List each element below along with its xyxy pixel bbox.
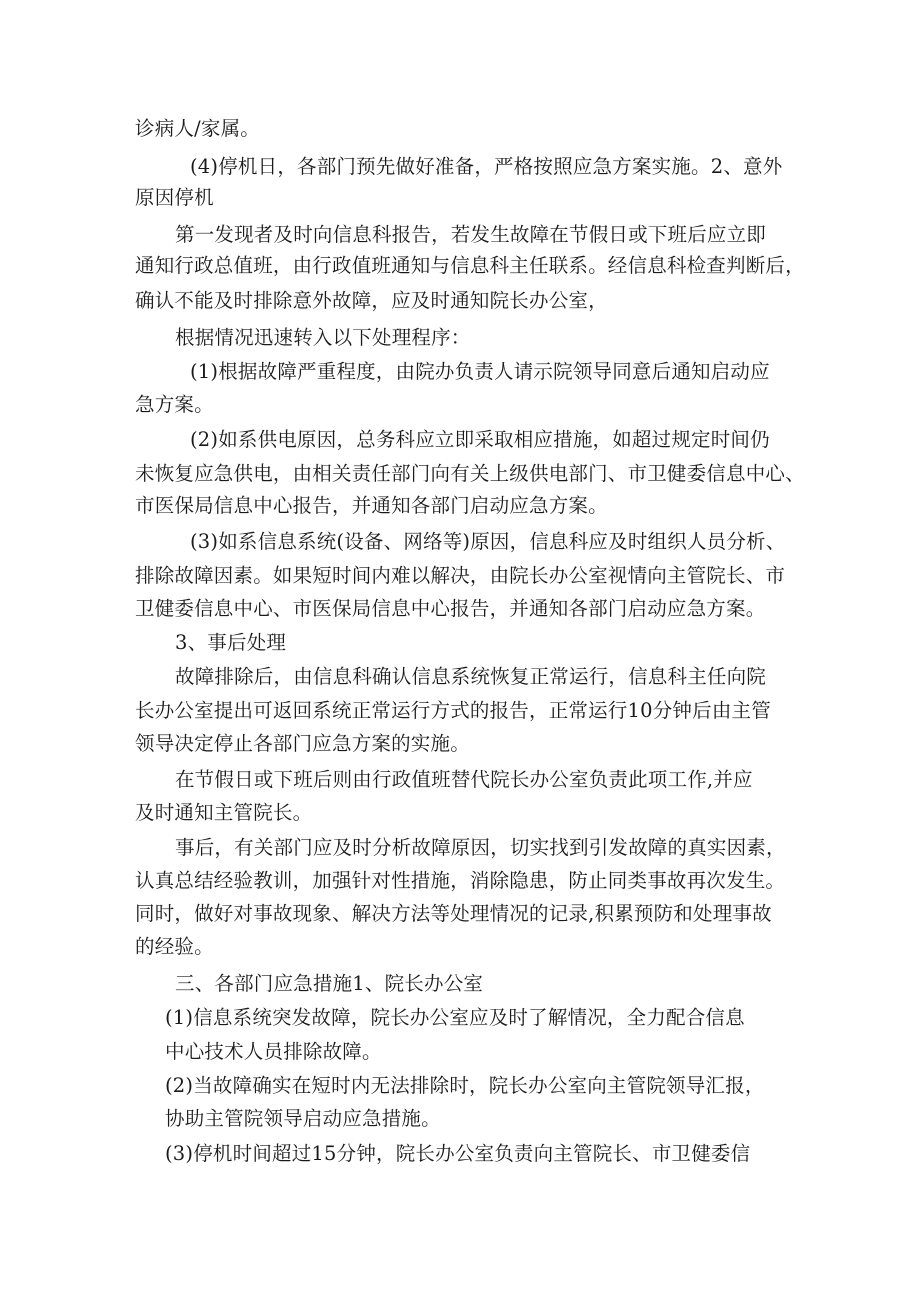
text-line: (1)根据故障严重程度，由院办负责人请示院领导同意后通知启动应 xyxy=(190,360,770,383)
text-line: 中心技术人员排除故障。 xyxy=(165,1040,382,1063)
text-line: (3)停机时间超过15分钟，院长办公室负责向主管院长、市卫健委信 xyxy=(165,1142,751,1165)
text-line: 的经验。 xyxy=(135,935,214,958)
text-line: 在节假日或下班后则由行政值班替代院长办公室负责此项工作,并应 xyxy=(175,768,753,791)
text-line: 认真总结经验教训，加强针对性措施，消除隐患，防止同类事故再次发生。 xyxy=(135,869,786,892)
text-line: 根据情况迅速转入以下处理程序： xyxy=(175,326,471,349)
text-line: 市医保局信息中心报告，并通知各部门启动应急方案。 xyxy=(135,494,608,517)
text-line: 长办公室提出可返回系统正常运行方式的报告，正常运行10分钟后由主管 xyxy=(135,699,771,722)
text-line: 原因停机 xyxy=(135,186,214,209)
text-line: 故障排除后，由信息科确认信息系统恢复正常运行，信息科主任向院 xyxy=(175,665,767,688)
text-line: (2)当故障确实在短时内无法排除时，院长办公室向主管院领导汇报， xyxy=(165,1074,765,1097)
text-line: 通知行政总值班，由行政值班通知与信息科主任联系。经信息科检查判断后， xyxy=(135,254,805,277)
text-line: 第一发现者及时向信息科报告，若发生故障在节假日或下班后应立即 xyxy=(175,223,767,246)
text-line: (2)如系供电原因，总务科应立即采取相应措施，如超过规定时间仍 xyxy=(190,428,770,451)
text-line: 事后，有关部门应及时分析故障原因，切实找到引发故障的真实因素， xyxy=(175,836,786,859)
text-line: 卫健委信息中心、市医保局信息中心报告，并通知各部门启动应急方案。 xyxy=(135,597,766,620)
section-heading: 三、各部门应急措施1、院长办公室 xyxy=(175,972,484,995)
section-heading: 3、事后处理 xyxy=(175,631,287,654)
text-line: 排除故障因素。如果短时间内难以解决，由院长办公室视情向主管院长、市 xyxy=(135,564,786,587)
text-line: (3)如系信息系统(设备、网络等)原因，信息科应及时组织人员分析、 xyxy=(190,530,786,553)
text-line: 协助主管院领导启动应急措施。 xyxy=(165,1107,441,1130)
text-line: 及时通知主管院长。 xyxy=(135,801,313,824)
text-line: 未恢复应急供电，由相关责任部门向有关上级供电部门、市卫健委信息中心、 xyxy=(135,462,805,485)
text-line: (4)停机日，各部门预先做好准备，严格按照应急方案实施。2、意外 xyxy=(190,155,783,178)
text-line: 诊病人/家属。 xyxy=(135,117,260,140)
text-line: 急方案。 xyxy=(135,393,214,416)
text-line: 同时，做好对事故现象、解决方法等处理情况的记录,积累预防和处理事故 xyxy=(135,902,772,925)
text-line: (1)信息系统突发故障，院长办公室应及时了解情况，全力配合信息 xyxy=(165,1006,745,1029)
text-line: 确认不能及时排除意外故障，应及时通知院长办公室， xyxy=(135,289,608,312)
text-line: 领导决定停止各部门应急方案的实施。 xyxy=(135,732,470,755)
